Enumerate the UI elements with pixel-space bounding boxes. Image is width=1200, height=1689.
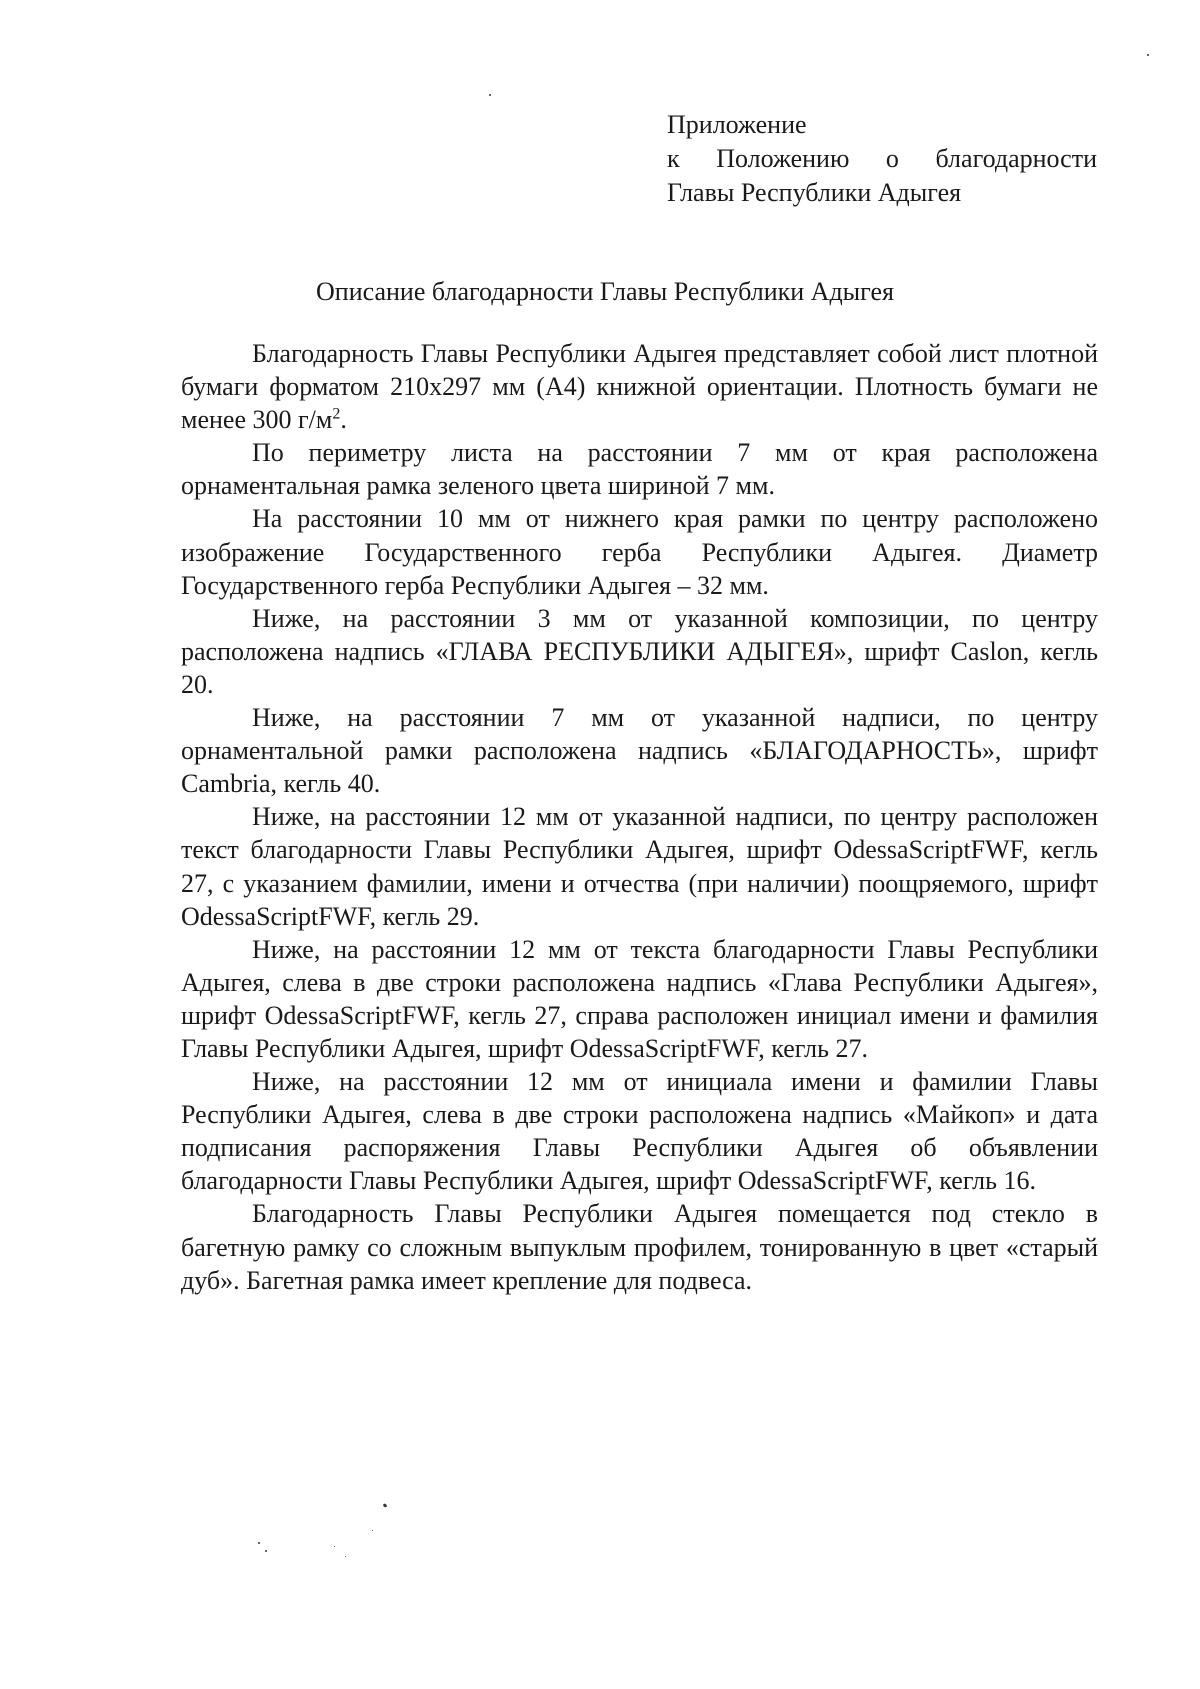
scan-speck	[334, 1546, 335, 1547]
scan-speck	[265, 1550, 267, 1552]
scan-speck	[1147, 54, 1149, 56]
scan-speck	[372, 1530, 373, 1531]
appendix-block	[667, 108, 1097, 210]
paragraph-6: Ниже, на расстоянии 12 мм от указанной надписи, по центру расположен текст благодарности Главы Республики Адыгея, шрифт OdessaScriptFWF, кегль 27, с указанием фамилии, имени и отчества (при наличии) поощряемого, шрифт OdessaScriptFWF, кегль 29.	[181, 802, 1098, 931]
appendix-line-3: Главы Республики Адыгея	[667, 178, 962, 207]
document-title: Описание благодарности Главы Республики Адыгея	[316, 277, 894, 306]
paragraph-9: Благодарность Главы Республики Адыгея помещается под стекло в багетную рамку со сложным выпуклым профилем, тонированную в цвет «старый дуб». Багетная рамка имеет крепление для подвеса.	[181, 1199, 1098, 1295]
paragraph-1-text: Благодарность Главы Республики Адыгея представляет собой лист плотной бумаги форматом 210x297 мм (А4) книжной ориентации. Плотность бумаги не менее 300 г/м	[181, 339, 1098, 435]
scan-speck	[383, 1503, 388, 1508]
paragraph-5: Ниже, на расстоянии 7 мм от указанной надписи, по центру орнаментальной рамки расположена надпись «БЛАГОДАРНОСТЬ», шрифт Cambria, кегль 40.	[181, 703, 1098, 799]
paragraph-2: По периметру листа на расстоянии 7 мм от края расположена орнаментальная рамка зеленого цвета шириной 7 мм.	[181, 438, 1098, 501]
superscript: 2	[332, 405, 341, 423]
document-body	[181, 337, 1098, 1297]
paragraph-3: На расстоянии 10 мм от нижнего края рамки по центру расположено изображение Государственного герба Республики Адыгея. Диаметр Государственного герба Республики Адыгея – 32 мм.	[181, 504, 1098, 600]
appendix-line-1: Приложение	[667, 110, 807, 139]
paragraph-1	[181, 337, 1098, 436]
paragraph-8: Ниже, на расстоянии 12 мм от инициала имени и фамилии Главы Республики Адыгея, слева в две строки расположена надпись «Майкоп» и дата подписания распоряжения Главы Республики Адыгея об объявлении благодарности Главы Республики Адыгея, шрифт OdessaScriptFWF, кегль 16.	[181, 1067, 1098, 1196]
paragraph-1-end: .	[340, 405, 347, 435]
paragraph-4: Ниже, на расстоянии 3 мм от указанной композиции, по центру расположена надпись «ГЛАВА РЕСПУБЛИКИ АДЫГЕЯ», шрифт Caslon, кегль 20.	[181, 603, 1098, 699]
scan-speck	[345, 1556, 346, 1557]
paragraph-7: Ниже, на расстоянии 12 мм от текста благодарности Главы Республики Адыгея, слева в две строки расположена надпись «Глава Республики Адыгея», шрифт OdessaScriptFWF, кегль 27, справа расположен инициал имени и фамилия Главы Республики Адыгея, шрифт OdessaScriptFWF, кегль 27.	[181, 934, 1098, 1063]
scan-speck	[258, 1542, 260, 1544]
appendix-line-2: к Положению о благодарности	[667, 144, 1097, 173]
scan-speck	[489, 94, 491, 96]
